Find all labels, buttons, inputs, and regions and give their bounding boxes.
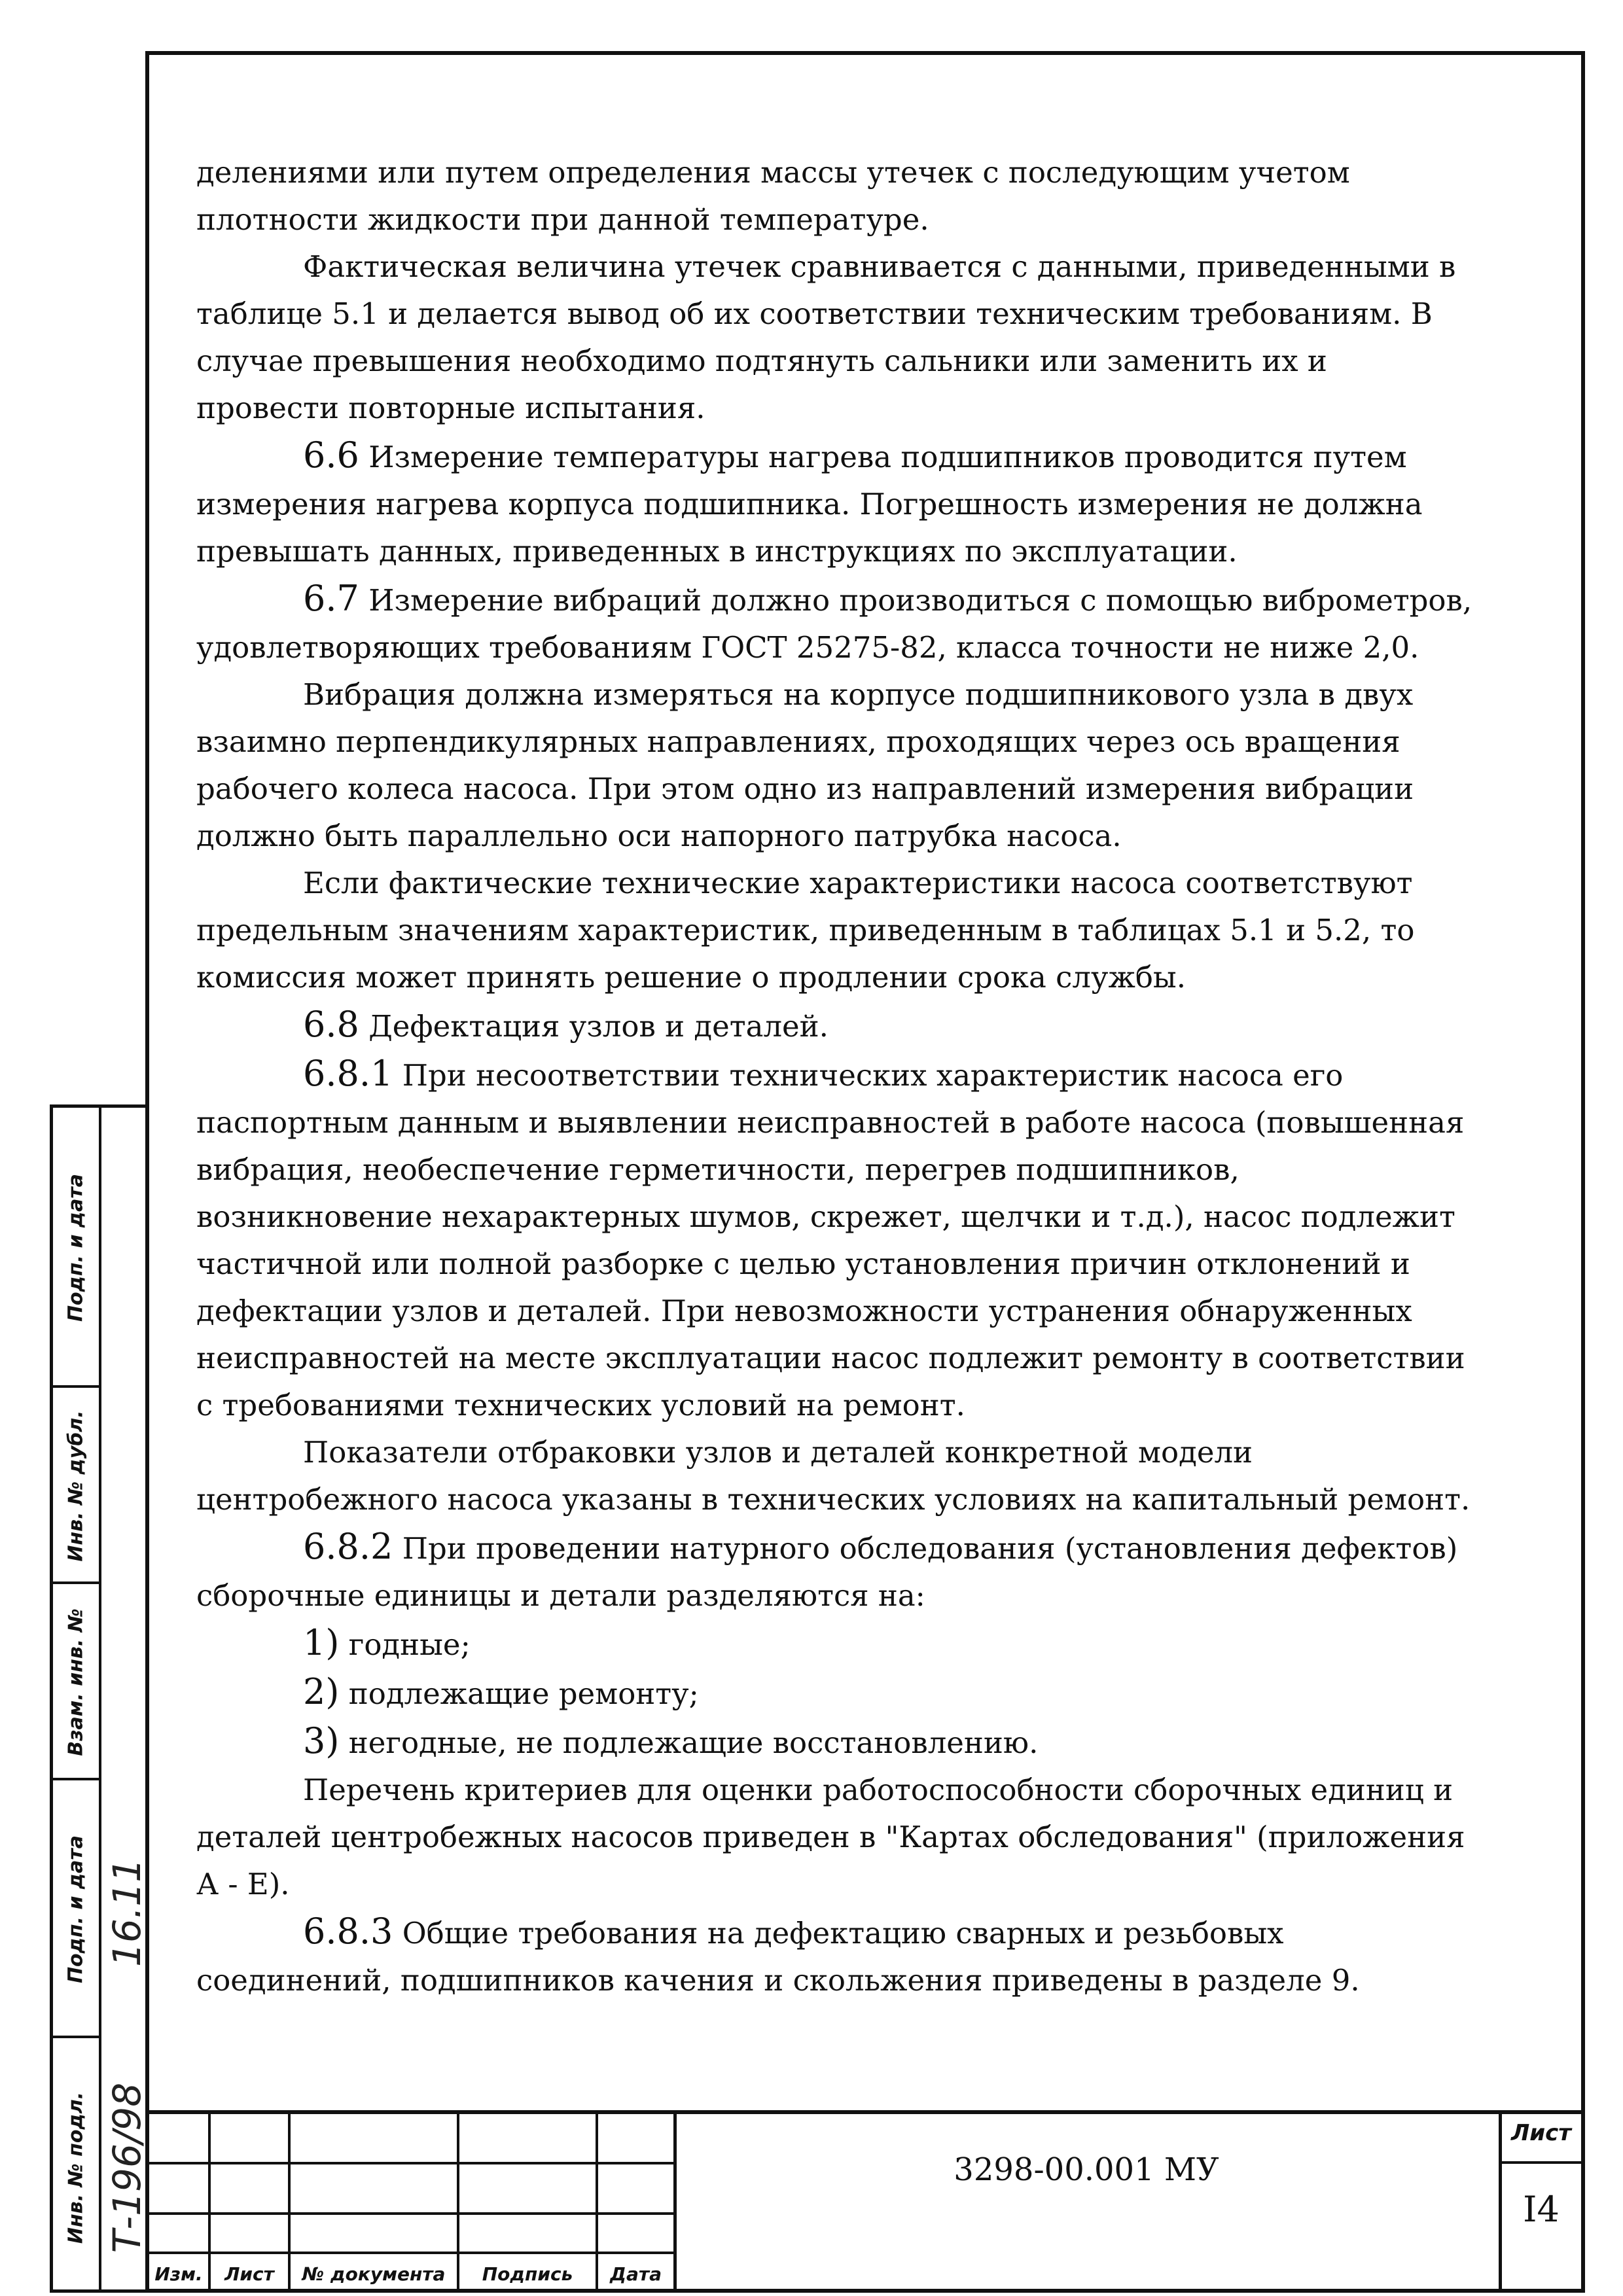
paragraph: Вибрация должна измеряться на корпусе подшипникового узла в двух взаимно перпендикулярных направлениях, проходящих через ось вращения рабочего колеса насоса. При этом одно из направлений измерения вибрации должно быть параллельно оси напорного патрубка насоса. <box>196 677 1414 853</box>
paragraph: Если фактические технические характеристики насоса соответствуют предельным значениям характеристик, приведенным в таблицах 5.1 и 5.2, то комиссия может принять решение о продлении срока службы. <box>196 866 1415 995</box>
side-label: Взам. инв. № <box>64 1608 88 1756</box>
sheet-label: Лист <box>1511 2120 1571 2146</box>
list-number: 1) <box>303 1622 340 1663</box>
paragraph: Фактическая величина утечек сравнивается с данными, приведенными в таблице 5.1 и делается вывод об их соответствии техническим требованиям. В случае превышения необходимо подтянуть сальники или заменить их и провести повторные испытания. <box>196 249 1456 425</box>
title-block <box>149 2110 1585 2293</box>
paragraph-6-8 <box>196 1001 1479 1050</box>
section-number: 6.6 <box>303 434 359 476</box>
paragraph-6-6 <box>196 432 1479 575</box>
paragraph-text: Дефектация узлов и деталей. <box>368 1009 829 1044</box>
stamp-header-document: № документа <box>302 2263 446 2285</box>
stamp-header-date: Дата <box>610 2263 662 2285</box>
side-label: Инв. № подл. <box>64 2091 88 2244</box>
section-number: 6.8.1 <box>303 1053 393 1094</box>
paragraph-6-8-3 <box>196 1908 1479 2004</box>
paragraph-text: Измерение температуры нагрева подшипников проводится путем измерения нагрева корпуса подшипника. Погрешность измерения не должна превышать данных, приведенных в инструкциях по эксплуатации. <box>196 440 1423 569</box>
section-number: 6.8.2 <box>303 1526 393 1567</box>
stamp-header-sheet: Лист <box>224 2263 274 2285</box>
stamp-grid-line <box>673 2114 677 2293</box>
paragraph-6-7 <box>196 575 1479 671</box>
list-item <box>196 1669 1479 1718</box>
stamp-header-signature: Подпись <box>482 2263 573 2285</box>
side-label: Подп. и дата <box>64 1173 88 1322</box>
paragraph: Перечень критериев для оценки работоспособности сборочных единиц и деталей центробежных насосов приведен в "Картах обследования" (приложения А - Е). <box>196 1773 1465 1901</box>
stamp-grid-line <box>1499 2161 1585 2164</box>
list-text: годные; <box>348 1627 471 1662</box>
stamp-header-change: Изм. <box>154 2263 203 2285</box>
list-number: 3) <box>303 1720 340 1761</box>
section-number: 6.7 <box>303 578 359 619</box>
section-number: 6.8 <box>303 1004 359 1045</box>
list-text: подлежащие ремонту; <box>348 1676 699 1711</box>
paragraph: Показатели отбраковки узлов и деталей конкретной модели центробежного насоса указаны в технических условиях на капитальный ремонт. <box>196 1435 1471 1517</box>
list-item <box>196 1619 1479 1669</box>
side-stamp <box>50 1104 149 2293</box>
paragraph-text: При проведении натурного обследования (установления дефектов) сборочные единицы и детали разделяются на: <box>196 1531 1458 1613</box>
handwritten-inventory-number: Т-196/98 <box>105 2082 149 2253</box>
paragraph-text: Измерение вибраций должно производиться с помощью виброметров, удовлетворяющих требованиям ГОСТ 25275-82, класса точности не ниже 2,0. <box>196 583 1472 665</box>
paragraph-text: При несоответствии технических характеристик насоса его паспортным данным и выявлении неисправностей в работе насоса (повышенная вибрация, необеспечение герметичности, перегрев подшипников, возникновение нехарактерных шумов, скрежет, щелчки и т.д.), насос подлежит частичной или полной разборке с целью установления причин отклонений и дефектации узлов и деталей. При невозможности устранения обнаруженных неисправностей на месте эксплуатации насос подлежит ремонту в соответствии с требованиями технических условий на ремонт. <box>196 1058 1465 1422</box>
document-code: 3298-00.001 МУ <box>954 2151 1219 2188</box>
sheet-number: I4 <box>1523 2189 1560 2230</box>
list-item <box>196 1718 1479 1767</box>
paragraph-6-8-2 <box>196 1523 1479 1619</box>
handwritten-signature-date: 16.11 <box>105 1858 149 1968</box>
paragraph-6-8-1 <box>196 1050 1479 1429</box>
paragraph-text: Общие требования на дефектацию сварных и резьбовых соединений, подшипников качения и скольжения приведены в разделе 9. <box>196 1916 1360 1998</box>
side-label: Инв. № дубл. <box>64 1410 88 1562</box>
paragraph: делениями или путем определения массы утечек с последующим учетом плотности жидкости при данной температуре. <box>196 155 1350 237</box>
list-text: негодные, не подлежащие восстановлению. <box>348 1725 1039 1760</box>
side-label: Подп. и дата <box>64 1835 88 1984</box>
document-body <box>196 149 1479 2004</box>
list-number: 2) <box>303 1671 340 1712</box>
section-number: 6.8.3 <box>303 1911 393 1952</box>
